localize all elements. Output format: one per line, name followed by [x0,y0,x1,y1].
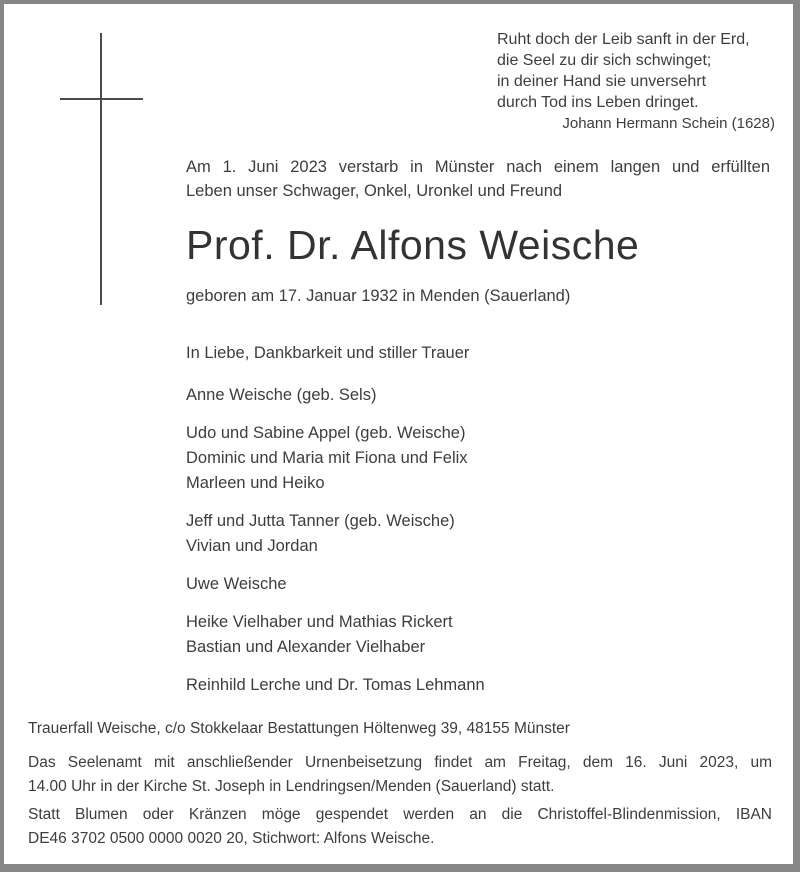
poem-attribution: Johann Hermann Schein (1628) [562,115,775,132]
deceased-name: Prof. Dr. Alfons Weische [186,222,640,268]
poem-line: Ruht doch der Leib sanft in der Erd, [497,31,750,48]
poem-line: die Seel zu dir sich schwinget; [497,52,712,69]
poem-line: durch Tod ins Leben dringet. [497,94,699,111]
announcement-intro-line: Leben unser Schwager, Onkel, Uronkel und Freund [186,182,563,200]
mourning-intro: In Liebe, Dankbarkeit und stiller Trauer [186,344,470,362]
mourner-line: Vivian und Jordan [186,537,318,555]
cross-icon-horizontal-bar [60,98,143,100]
mourner-line: Jeff und Jutta Tanner (geb. Weische) [186,512,455,530]
mourner-line: Udo und Sabine Appel (geb. Weische) [186,424,466,442]
mourner-line: Heike Vielhaber und Mathias Rickert [186,613,453,631]
mourner-line: Marleen und Heiko [186,474,325,492]
mourner-group [186,572,770,597]
mourner-group [186,383,770,408]
mourners-section [186,341,770,698]
mourner-line: Anne Weische (geb. Sels) [186,386,377,404]
mourner-group [186,673,770,698]
mourner-line: Bastian und Alexander Vielhaber [186,638,426,656]
footer-section [28,717,772,851]
service-info [28,751,772,799]
service-info-line: Das Seelenamt mit anschließender Urnenbeisetzung findet am Freitag, dem 16. Juni 2023, um [28,754,772,771]
mourner-line: Uwe Weische [186,575,287,593]
donation-info [28,803,772,851]
birth-line: geboren am 17. Januar 1932 in Menden (Sauerland) [186,287,571,305]
cross-icon-vertical-bar [100,33,102,305]
mourner-group [186,509,770,559]
mourner-line: Dominic und Maria mit Fiona und Felix [186,449,468,467]
funeral-home-contact: Trauerfall Weische, c/o Stokkelaar Bestattungen Höltenweg 39, 48155 Münster [28,720,570,737]
mourner-line: Reinhild Lerche und Dr. Tomas Lehmann [186,676,485,694]
donation-info-line: Statt Blumen oder Kränzen möge gespendet werden an die Christoffel-Blindenmission, IBAN [28,806,772,823]
service-info-line: 14.00 Uhr in der Kirche St. Joseph in Lendringsen/Menden (Sauerland) statt. [28,778,555,795]
poem-line: in deiner Hand sie unversehrt [497,73,707,90]
mourner-group [186,610,770,660]
announcement-intro-line: Am 1. Juni 2023 verstarb in Münster nach einem langen und erfüllten [186,158,770,176]
announcement-intro [186,155,770,203]
poem-block [497,29,775,134]
mourner-group [186,421,770,496]
donation-info-line: DE46 3702 0500 0000 0020 20, Stichwort: Alfons Weische. [28,830,435,847]
